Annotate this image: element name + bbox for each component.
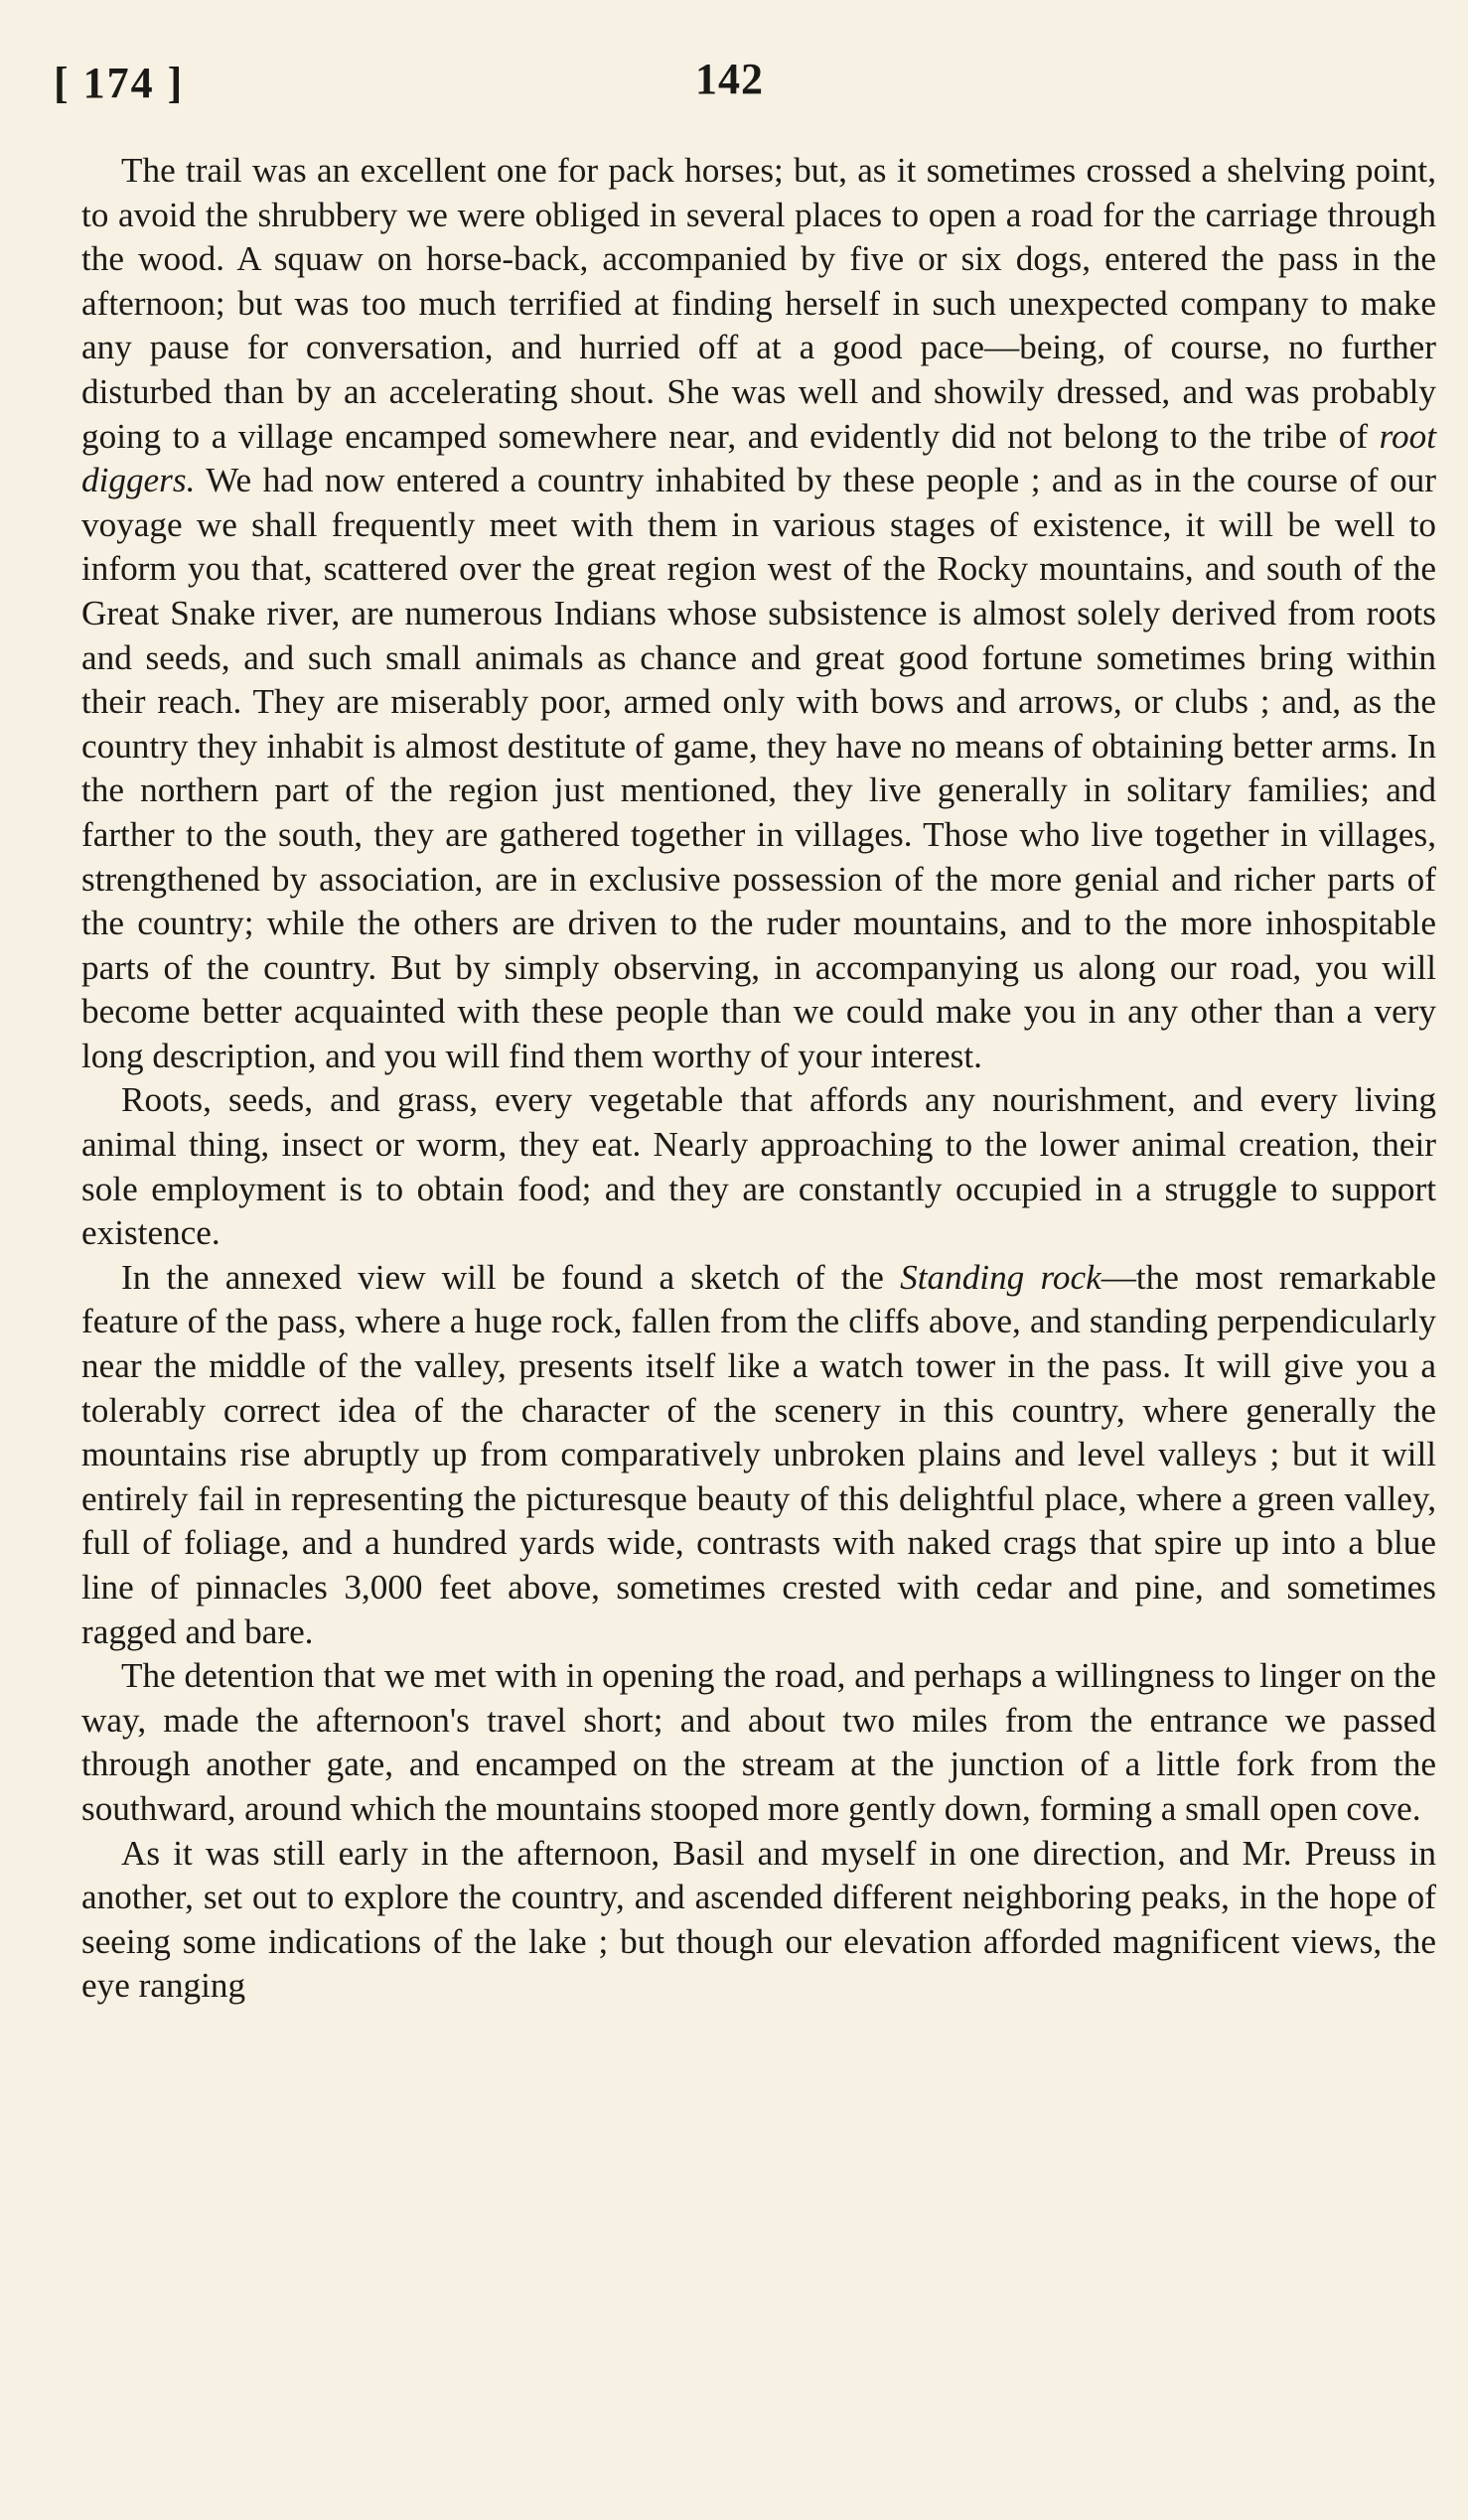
italic-phrase-standing-rock: Standing rock xyxy=(900,1257,1101,1297)
body-text xyxy=(81,149,1436,2009)
paragraph-text: As it was still early in the afternoon, Basil and myself in one direction, and Mr. Preuss in another, set out to explore the country, and ascended different neighboring peaks, in the hope of seeing some indications of the lake ; but though our elevation afforded magnificent views, the eye ranging xyxy=(81,1833,1436,2006)
paragraph-text: Roots, seeds, and grass, every vegetable that affords any nourishment, and every living animal thing, insect or worm, they eat. Nearly approaching to the lower animal creation, their sole employment is to obtain food; and they are constantly occupied in a struggle to support existence. xyxy=(81,1080,1436,1253)
bracketed-page-number: [ 174 ] xyxy=(54,59,185,107)
paragraph-4 xyxy=(81,1654,1436,1831)
paragraph-text: In the annexed view will be found a sketch of the xyxy=(121,1257,901,1297)
paragraph-text: The detention that we met with in opening the road, and perhaps a willingness to linger on the way, made the afternoon's travel short; and about two miles from the entrance we passed through another gate, and encamped on the stream at the junction of a little fork from the southward, around which the mountains stooped more gently down, forming a small open cove. xyxy=(81,1656,1436,1828)
page-header xyxy=(0,48,1468,117)
paragraph-5 xyxy=(81,1832,1436,2009)
paragraph-text: We had now entered a country inhabited by these people ; and as in the course of our voyage we shall frequently meet with them in various stages of existence, it will be well to inform you that, scattered over the great region west of the Rocky mountains, and south of the Great Snake river, are numerous Indians whose subsistence is almost solely derived from roots and seeds, and such small animals as chance and great good fortune sometimes bring within their reach. They are miserably poor, armed only with bows and arrows, or clubs ; and, as the country they inhabit is almost destitute of game, they have no means of obtaining better arms. In the northern part of the region just mentioned, they live generally in solitary families; and farther to the south, they are gathered together in villages. Those who live together in villages, strengthened by association, are in exclusive possession of the more genial and richer parts of the country; while the others are driven to the ruder mountains, and to the more inhospitable parts of the country. But by simply observing, in accompanying us along our road, you will become better acquainted with these people than we could make you in any other than a very long description, and you will find them worthy of your interest. xyxy=(81,461,1436,1075)
paragraph-3 xyxy=(81,1256,1436,1654)
paragraph-2 xyxy=(81,1078,1436,1255)
paragraph-text: —the most remarkable feature of the pass, where a huge rock, fallen from the cliffs above, and standing perpendicularly near the middle of the valley, presents itself like a watch tower in the pass. It will give you a tolerably correct idea of the character of the scenery in this country, where generally the mountains rise abruptly up from comparatively unbroken plains and level valleys ; but it will entirely fail in representing the picturesque beauty of this delightful place, where a green valley, full of foliage, and a hundred yards wide, contrasts with naked crags that spire up into a blue line of pinnacles 3,000 feet above, sometimes crested with cedar and pine, and sometimes ragged and bare. xyxy=(81,1257,1436,1651)
paragraph-text: The trail was an excellent one for pack horses; but, as it sometimes crossed a shelving point, to avoid the shrubbery we were obliged in several places to open a road for the carriage through the wood. A squaw on horse-back, accompanied by five or six dogs, entered the pass in the afternoon; but was too much terrified at finding herself in such unexpected company to make any pause for conversation, and hurried off at a good pace—being, of course, no further disturbed than by an accelerating shout. She was well and showily dressed, and was probably going to a village encamped somewhere near, and evidently did not belong to the tribe of xyxy=(81,151,1436,456)
page-number: 142 xyxy=(695,55,764,103)
italic-phrase-root-diggers: root diggers. xyxy=(81,416,1436,500)
paragraph-1 xyxy=(81,149,1436,1078)
